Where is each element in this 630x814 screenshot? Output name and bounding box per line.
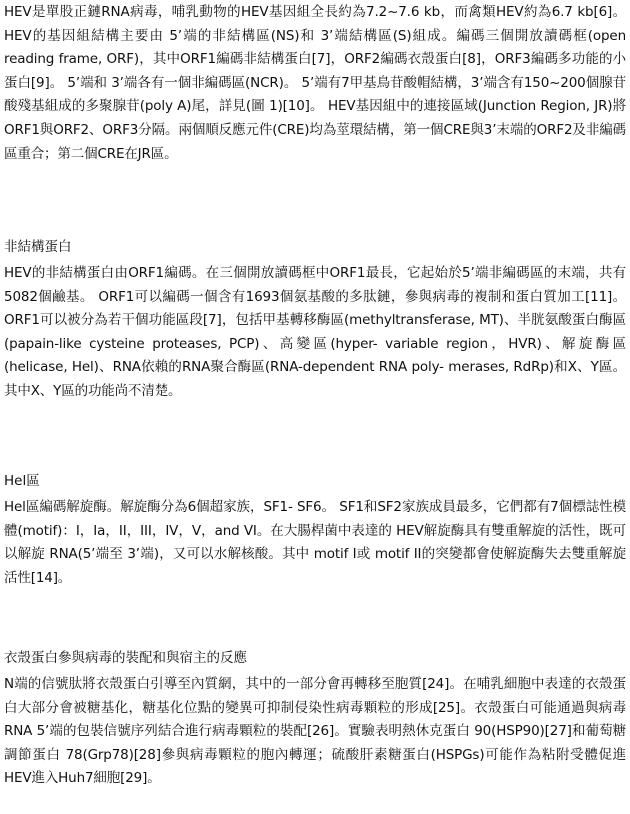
section-heading: 非結構蛋白 xyxy=(4,239,72,255)
capsid-protein-section xyxy=(4,647,626,791)
hel-region-section xyxy=(4,470,626,590)
intro-paragraph: HEV是單股正鏈RNA病毒，哺乳動物的HEV基因組全長約為7.2~7.6 kb，而禽類HEV約為6.7 kb[6]。HEV的基因組結構主要由 5’端的非結構區(NS)和 3’端結構區(S)組成。編碼三個開放讀碼框(open reading frame, ORF)，其中ORF1編碼非結構蛋白[7]，ORF2編碼衣殼蛋白[8]，ORF3編碼多功能的小蛋白[9]。 5’端和 3’端各有一個非編碼區(NCR)。 5’端有7甲基鳥苷酸帽結構，3’端含有150~200個腺苷酸殘基組成的多聚腺苷(poly A)尾，詳見(圖 1)[10]。 HEV基因組中的連接區域(Junction Region, JR)將ORF1與ORF2、ORF3分隔。兩個順反應元件(CRE)均為莖環結構，第一個CRE與3’末端的ORF2及非編碼區重合；第二個CRE在JR區。 xyxy=(4,4,626,162)
nonstructural-protein-section xyxy=(4,236,626,404)
intro-section xyxy=(4,1,626,166)
section-heading: Hel區 xyxy=(4,473,40,489)
capsid-protein-paragraph: N端的信號肽將衣殼蛋白引導至內質網，其中的一部分會再轉移至胞質[24]。在哺乳細胞中表達的衣殼蛋白大部分會被糖基化，糖基化位點的變異可抑制侵染性病毒顆粒的形成[25]。衣殼蛋白可能通過與病毒RNA 5’端的包裝信號序列結合進行病毒顆粒的裝配[26]。實驗表明熱休克蛋白 90(HSP90)[27]和葡萄糖調節蛋白 78(Grp78)[28]參與病毒顆粒的胞內轉運；硫酸肝素糖蛋白(HSPGs)可能作為粘附受體促進 HEV進入Huh7細胞[29]。 xyxy=(4,676,626,787)
hel-region-paragraph: Hel區編碼解旋酶。解旋酶分為6個超家族，SF1- SF6。 SF1和SF2家族成員最多，它們都有7個標誌性模體(motif)：I，Ia，II，III，IV，V，and VI。在大腸桿菌中表達的 HEV解旋酶具有雙重解旋的活性，既可以解旋 RNA(5’端至 3’端)，又可以水解核酸。其中 motif I或 motif II的突變都會使解旋酶失去雙重解旋活性[14]。 xyxy=(4,499,626,586)
nonstructural-protein-paragraph: HEV的非結構蛋白由ORF1編碼。在三個開放讀碼框中ORF1最長，它起始於5’端非編碼區的末端，共有5082個鹼基。 ORF1可以編碼一個含有1693個氨基酸的多肽鏈，參與病毒的複制和蛋白質加工[11]。 ORF1可以被分為若干個功能區段[7]，包括甲基轉移酶區(methyltransferase, MT)、半胱氨酸蛋白酶區(papain-like cysteine proteases, PCP)、高變區(hyper- variable region，HVR)、解旋酶區(helicase, Hel)、RNA依賴的RNA聚合酶區(RNA-dependent RNA poly- merases, RdRp)和X、Y區。其中X、Y區的功能尚不清楚。 xyxy=(4,265,626,399)
section-heading: 衣殼蛋白參與病毒的裝配和與宿主的反應 xyxy=(4,650,247,666)
